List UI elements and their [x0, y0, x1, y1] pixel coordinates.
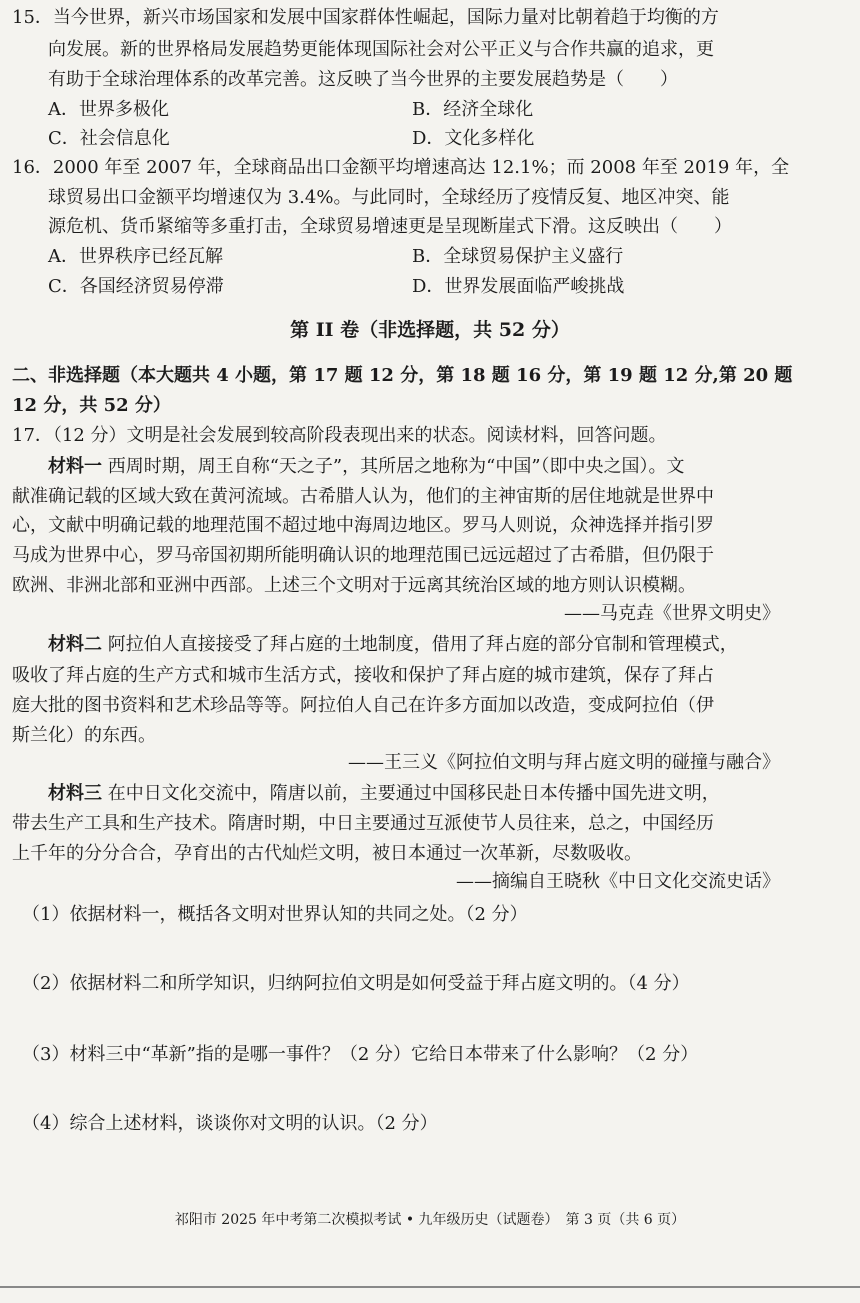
material-one-source: ——马克垚《世界文明史》 — [564, 603, 780, 624]
material-one-text-1: 西周时期，周王自称“天之子”，其所居之地称为“中国”（即中央之国）。文 — [107, 456, 685, 477]
material-one-line-5: 欧洲、非洲北部和亚洲中西部。上述三个文明对于远离其统治区域的地方则认识模糊。 — [12, 575, 696, 596]
q15-line-1: 15．当今世界，新兴市场国家和发展中国家群体性崛起，国际力量对比朝着趋于均衡的方 — [12, 7, 719, 28]
q16-option-c: C．各国经济贸易停滞 — [48, 276, 224, 297]
q15-option-d: D．文化多样化 — [412, 128, 535, 149]
nonchoice-heading-line-2: 12 分，共 52 分） — [12, 395, 171, 416]
q16-line-1: 16．2000 年至 2007 年，全球商品出口金额平均增速高达 12.1%；而 2008 年至 2019 年，全 — [12, 157, 790, 178]
material-two-label: 材料二 — [48, 634, 102, 655]
material-three-line-3: 上千年的分分合合，孕育出的古代灿烂文明，被日本通过一次革新，尽数吸收。 — [12, 843, 642, 864]
q16-option-b: B．全球贸易保护主义盛行 — [412, 246, 624, 267]
material-two-line-3: 庭大批的图书资料和艺术珍品等等。阿拉伯人自己在许多方面加以改造，变成阿拉伯（伊 — [12, 695, 714, 716]
material-two-text-1: 阿拉伯人直接接受了拜占庭的土地制度，借用了拜占庭的部分官制和管理模式， — [107, 634, 738, 655]
q16-line-3: 源危机、货币紧缩等多重打击，全球贸易增速更是呈现断崖式下滑。这反映出（ ） — [48, 216, 732, 237]
q15-line-3: 有助于全球治理体系的改革完善。这反映了当今世界的主要发展趋势是（ ） — [48, 69, 678, 90]
material-three-text-1: 在中日文化交流中，隋唐以前，主要通过中国移民赴日本传播中国先进文明， — [107, 783, 720, 804]
q16-option-d: D．世界发展面临严峻挑战 — [412, 276, 625, 297]
material-two-source: ——王三义《阿拉伯文明与拜占庭文明的碰撞与融合》 — [348, 752, 780, 773]
material-one-label: 材料一 — [48, 456, 102, 477]
q15-option-a: A．世界多极化 — [48, 99, 169, 120]
q17-sub-question-2: （2）依据材料二和所学知识，归纳阿拉伯文明是如何受益于拜占庭文明的。（4 分） — [22, 973, 690, 994]
q16-line-2: 球贸易出口金额平均增速仅为 3.4%。与此同时，全球经历了疫情反复、地区冲突、能 — [48, 187, 730, 208]
material-three-source: ——摘编自王晓秋《中日文化交流史话》 — [456, 871, 780, 892]
section-title: 第 II 卷（非选择题，共 52 分） — [290, 319, 570, 341]
material-three-line-2: 带去生产工具和生产技术。隋唐时期，中日主要通过互派使节人员往来，总之，中国经历 — [12, 813, 714, 834]
q15-option-c: C．社会信息化 — [48, 128, 170, 149]
page-footer: 祁阳市 2025 年中考第二次模拟考试 • 九年级历史（试题卷） 第 3 页（共 6 页） — [174, 1212, 686, 1228]
material-three-label: 材料三 — [48, 783, 102, 804]
material-three-line-1 — [48, 782, 720, 806]
nonchoice-heading-line-1: 二、非选择题（本大题共 4 小题，第 17 题 12 分，第 18 题 16 分，第 19 题 12 分,第 20 题 — [12, 365, 793, 386]
bottom-rule — [0, 1286, 860, 1288]
q15-option-b: B．经济全球化 — [412, 99, 534, 120]
material-one-line-3: 心，文献中明确记载的地理范围不超过地中海周边地区。罗马人则说，众神选择并指引罗 — [12, 515, 714, 536]
material-one-line-4: 马成为世界中心，罗马帝国初期所能明确认识的地理范围已远远超过了古希腊，但仍限于 — [12, 545, 714, 566]
q17-sub-question-1: （1）依据材料一，概括各文明对世界认知的共同之处。（2 分） — [22, 904, 528, 925]
material-two-line-4: 斯兰化）的东西。 — [12, 725, 156, 746]
material-one-line-2: 献准确记载的区域大致在黄河流域。古希腊人认为，他们的主神宙斯的居住地就是世界中 — [12, 486, 714, 507]
q16-option-a: A．世界秩序已经瓦解 — [48, 246, 223, 267]
q17-sub-question-3: （3）材料三中“革新”指的是哪一事件？（2 分）它给日本带来了什么影响？（2 分） — [22, 1044, 699, 1065]
material-one-line-1 — [48, 455, 685, 479]
material-two-line-2: 吸收了拜占庭的生产方式和城市生活方式，接收和保护了拜占庭的城市建筑，保存了拜占 — [12, 665, 714, 686]
q17-intro: 17．（12 分）文明是社会发展到较高阶段表现出来的状态。阅读材料，回答问题。 — [12, 425, 667, 446]
material-two-line-1 — [48, 633, 738, 657]
q15-line-2: 向发展。新的世界格局发展趋势更能体现国际社会对公平正义与合作共赢的追求，更 — [48, 39, 714, 60]
q17-sub-question-4: （4）综合上述材料，谈谈你对文明的认识。（2 分） — [22, 1113, 438, 1134]
